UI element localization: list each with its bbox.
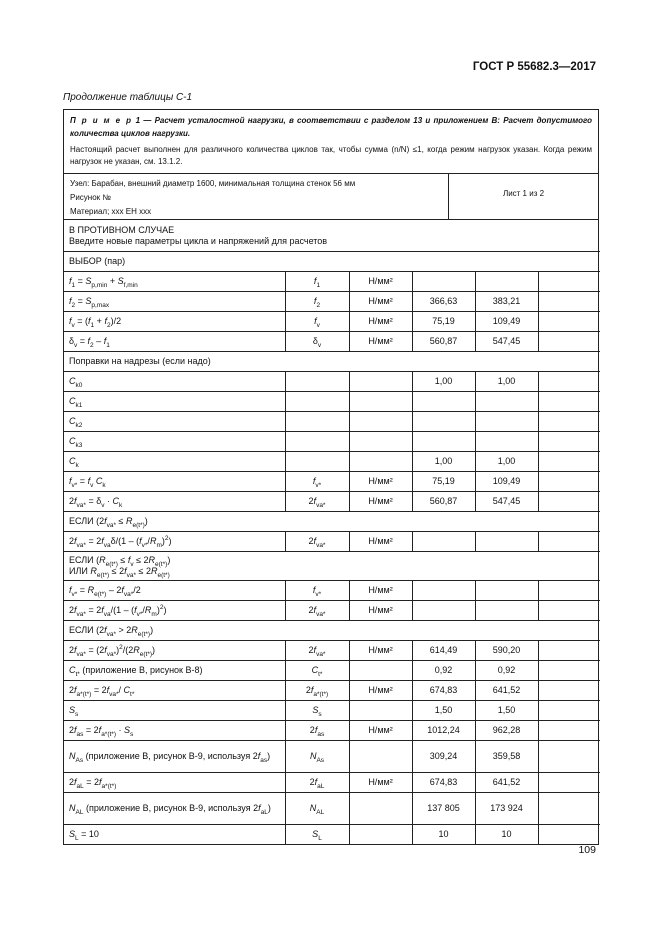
calculation-table-frame — [63, 109, 599, 845]
value-cell — [412, 601, 475, 621]
unit-cell: Н/мм² — [349, 773, 412, 793]
empty-cell — [349, 825, 412, 845]
empty-cell — [538, 741, 600, 773]
value-cell: 137 805 — [412, 793, 475, 825]
value-cell: 109,49 — [475, 312, 538, 332]
unit-cell: Н/мм² — [349, 492, 412, 512]
unit-cell: Н/мм² — [349, 581, 412, 601]
symbol-cell: $2f_{va*}$ — [285, 532, 349, 552]
unit-description: Узел: Барабан, внешний диаметр 1600, минимальная толщина стенок 56 мм — [70, 179, 356, 188]
condition-row: ЕСЛИ $(2f_{va*} > 2R_{e(t*)})$ — [64, 621, 600, 641]
formula-note: (приложение В, рисунок В-9, используя — [85, 803, 251, 813]
table-row — [64, 512, 600, 532]
value-cell: 547,45 — [475, 492, 538, 512]
formula-cell: $2f_{va*} = (2f_{va*})^2/(2R_{e(t*)})$ — [64, 641, 285, 661]
empty-cell — [538, 825, 600, 845]
section-header — [64, 220, 600, 252]
formula-cell: $f_1 = S_{p,min} + S_{f,min}$ — [64, 272, 285, 292]
value-cell — [412, 272, 475, 292]
section-header-line1: В ПРОТИВНОМ СЛУЧАЕ — [69, 224, 175, 235]
page-number: 109 — [578, 844, 596, 856]
formula-cell: $f_v = (f_1 + f_2)/2$ — [64, 312, 285, 332]
value-cell: 560,87 — [412, 492, 475, 512]
empty-cell — [538, 292, 600, 312]
symbol-cell: $N_{As}$ — [285, 741, 349, 773]
value-cell: 674,83 — [412, 773, 475, 793]
note-paragraph: Настоящий расчет выполнен для различного количества циклов так, чтобы сумма (n/N) ≤1, когда режим нагрузок указан. Когда режим нагрузок не указан, см. 13.1.2. — [64, 142, 598, 174]
value-cell: 641,52 — [475, 681, 538, 701]
calculation-table — [64, 220, 600, 844]
formula-cell: $C_{k0}$ — [64, 372, 285, 392]
value-cell: 10 — [475, 825, 538, 845]
value-cell: 560,87 — [412, 332, 475, 352]
formula-cell: $2f_{as} = 2f_{a*(t*)} \cdot S_s$ — [64, 721, 285, 741]
symbol-cell: $2f_{va*}$ — [285, 492, 349, 512]
symbol-cell: $\delta_v$ — [285, 332, 349, 352]
table-row — [64, 452, 600, 472]
formula-note: (приложение В, рисунок В-9, используя — [85, 751, 251, 761]
symbol-cell: $2f_{va*}$ — [285, 601, 349, 621]
table-row — [64, 372, 600, 392]
table-row — [64, 312, 600, 332]
table-row — [64, 741, 600, 773]
empty-cell — [538, 601, 600, 621]
table-row — [64, 220, 600, 252]
empty-cell — [349, 372, 412, 392]
table-row — [64, 492, 600, 512]
table-row — [64, 681, 600, 701]
formula-cell: $f_2 = S_{p,max}$ — [64, 292, 285, 312]
unit-cell: Н/мм² — [349, 641, 412, 661]
table-row — [64, 272, 600, 292]
formula-cell: $2f_{aL} = 2f_{a*(t*)}$ — [64, 773, 285, 793]
formula-cell: $N_{AL}$ (приложение В, рисунок В-9, используя $2f_{aL}$) — [64, 793, 285, 825]
symbol-cell: $f_v$ — [285, 312, 349, 332]
value-cell: 674,83 — [412, 681, 475, 701]
empty-cell — [285, 412, 349, 432]
value-cell — [412, 392, 475, 412]
symbol-cell: $2f_{va*}$ — [285, 641, 349, 661]
value-cell: 75,19 — [412, 312, 475, 332]
table-row — [64, 793, 600, 825]
value-cell: 590,20 — [475, 641, 538, 661]
value-cell — [475, 392, 538, 412]
formula-cell: $C_k$ — [64, 452, 285, 472]
value-cell: 641,52 — [475, 773, 538, 793]
formula-cell: $2f_{va*} = 2f_{va}/(1 - (f_{v*}/R_m)^2)$ — [64, 601, 285, 621]
sheet-label: Лист 1 из 2 — [502, 189, 545, 198]
empty-cell — [538, 312, 600, 332]
table-row — [64, 392, 600, 412]
value-cell: 10 — [412, 825, 475, 845]
table-row — [64, 352, 600, 372]
value-cell: 366,63 — [412, 292, 475, 312]
empty-cell — [538, 721, 600, 741]
material-description: Материал; ххх ЕН ххх — [70, 207, 152, 216]
symbol-cell: $f_{v*}$ — [285, 472, 349, 492]
empty-cell — [538, 412, 600, 432]
table-row — [64, 621, 600, 641]
empty-cell — [538, 661, 600, 681]
value-cell: 1,00 — [475, 452, 538, 472]
empty-cell — [538, 492, 600, 512]
unit-cell: Н/мм² — [349, 312, 412, 332]
symbol-cell: $2f_{a*(t*)}$ — [285, 681, 349, 701]
formula-cell: $N_{As}$ (приложение В, рисунок В-9, используя $2f_{as}$) — [64, 741, 285, 773]
value-cell: 173 924 — [475, 793, 538, 825]
table-continuation-caption: Продолжение таблицы С-1 — [63, 92, 193, 103]
empty-cell — [538, 641, 600, 661]
value-cell: 309,24 — [412, 741, 475, 773]
formula-cell: $C_{k3}$ — [64, 432, 285, 452]
unit-cell: Н/мм² — [349, 472, 412, 492]
example-text: 1 — Расчет усталостной нагрузки, в соответствии с разделом 13 и приложением В: Расчет допустимого количества циклов нагрузки. — [70, 116, 592, 138]
empty-cell — [538, 452, 600, 472]
empty-cell — [349, 392, 412, 412]
symbol-cell: $S_s$ — [285, 701, 349, 721]
example-lead: П р и м е р — [70, 116, 133, 125]
value-cell: 1,00 — [412, 452, 475, 472]
value-cell — [475, 432, 538, 452]
empty-cell — [538, 392, 600, 412]
symbol-cell: $f_2$ — [285, 292, 349, 312]
value-cell: 75,19 — [412, 472, 475, 492]
empty-cell — [538, 773, 600, 793]
table-row — [64, 641, 600, 661]
table-row — [64, 825, 600, 845]
table-row — [64, 581, 600, 601]
empty-cell — [349, 452, 412, 472]
choice-label: ВЫБОР (пар) — [64, 252, 600, 272]
table-row — [64, 532, 600, 552]
empty-cell — [538, 272, 600, 292]
value-cell — [412, 412, 475, 432]
table-row — [64, 292, 600, 312]
formula-cell: $f_{v*} = f_v$ $C_k$ — [64, 472, 285, 492]
formula-cell: $2f_{va*} = 2f_{va}\delta/(1 - (f_{v*}/R_m)^2)$ — [64, 532, 285, 552]
unit-cell: Н/мм² — [349, 681, 412, 701]
formula-cell: $S_L = 10$ — [64, 825, 285, 845]
value-cell — [412, 432, 475, 452]
value-cell — [475, 272, 538, 292]
unit-cell: Н/мм² — [349, 601, 412, 621]
unit-cell: Н/мм² — [349, 532, 412, 552]
value-cell: 0,92 — [412, 661, 475, 681]
value-cell: 1,00 — [475, 372, 538, 392]
symbol-cell: $N_{AL}$ — [285, 793, 349, 825]
formula-cell: $\delta_v = f_2 - f_1$ — [64, 332, 285, 352]
empty-cell — [349, 432, 412, 452]
section-header-line2: Введите новые параметры цикла и напряжений для расчетов — [69, 235, 328, 246]
empty-cell — [285, 372, 349, 392]
unit-cell: Н/мм² — [349, 721, 412, 741]
table-row — [64, 552, 600, 581]
sheet-info — [449, 174, 598, 219]
empty-cell — [538, 472, 600, 492]
empty-cell — [349, 701, 412, 721]
empty-cell — [538, 372, 600, 392]
symbol-cell: $f_{v*}$ — [285, 581, 349, 601]
figure-number: Рисунок № — [70, 193, 111, 202]
formula-cell: $2f_{a*(t*)} = 2f_{va*}/$ $C_{t*}$ — [64, 681, 285, 701]
symbol-cell: $2f_{as}$ — [285, 721, 349, 741]
empty-cell — [538, 793, 600, 825]
value-cell: 109,49 — [475, 472, 538, 492]
value-cell: 547,45 — [475, 332, 538, 352]
empty-cell — [349, 741, 412, 773]
value-cell: 962,28 — [475, 721, 538, 741]
symbol-cell: $S_L$ — [285, 825, 349, 845]
empty-cell — [285, 452, 349, 472]
symbol-cell: $C_{t*}$ — [285, 661, 349, 681]
value-cell — [475, 601, 538, 621]
empty-cell — [349, 661, 412, 681]
table-row — [64, 661, 600, 681]
table-row — [64, 332, 600, 352]
empty-cell — [538, 532, 600, 552]
value-cell: 1012,24 — [412, 721, 475, 741]
info-box — [64, 174, 598, 220]
condition-row: ЕСЛИ $(R_{e(t*)} \le f_v \le 2R_{e(t*)})$ ИЛИ $R_{e(t*)} \le 2f_{va*} \le 2R_{e(t*)}$ — [64, 552, 600, 581]
symbol-cell: $2f_{aL}$ — [285, 773, 349, 793]
value-cell: 1,00 — [412, 372, 475, 392]
notch-label: Поправки на надрезы (если надо) — [64, 352, 600, 372]
symbol-cell: $f_1$ — [285, 272, 349, 292]
formula-cell: $C_{k2}$ — [64, 412, 285, 432]
standard-number: ГОСТ Р 55682.3—2017 — [472, 61, 596, 73]
empty-cell — [349, 793, 412, 825]
formula-cell: $2f_{va*} = \delta_v \cdot C_k$ — [64, 492, 285, 512]
formula-cell: $C_{t*}$ (приложение В, рисунок В-8) — [64, 661, 285, 681]
value-cell: 359,58 — [475, 741, 538, 773]
unit-cell: Н/мм² — [349, 292, 412, 312]
value-cell — [475, 581, 538, 601]
table-row — [64, 432, 600, 452]
formula-note: = 10 — [81, 829, 99, 839]
table-row — [64, 773, 600, 793]
formula-cell: $S_s$ — [64, 701, 285, 721]
value-cell — [412, 532, 475, 552]
table-row — [64, 252, 600, 272]
formula-cell: $f_{v*} = R_{e(t*)} - 2f_{va*}/2$ — [64, 581, 285, 601]
value-cell — [475, 412, 538, 432]
table-row — [64, 701, 600, 721]
empty-cell — [538, 701, 600, 721]
unit-cell: Н/мм² — [349, 332, 412, 352]
empty-cell — [538, 581, 600, 601]
value-cell: 1,50 — [412, 701, 475, 721]
table-row — [64, 601, 600, 621]
empty-cell — [538, 432, 600, 452]
table-row — [64, 721, 600, 741]
formula-note: (приложение В, рисунок В-8) — [82, 665, 203, 675]
value-cell: 0,92 — [475, 661, 538, 681]
formula-cell: $C_{k1}$ — [64, 392, 285, 412]
value-cell — [475, 532, 538, 552]
value-cell: 1,50 — [475, 701, 538, 721]
table-row — [64, 472, 600, 492]
example-paragraph — [64, 110, 598, 142]
empty-cell — [538, 681, 600, 701]
condition-row: ЕСЛИ $(2f_{va*} \le R_{e(t*)})$ — [64, 512, 600, 532]
info-left — [64, 174, 449, 219]
value-cell: 383,21 — [475, 292, 538, 312]
unit-cell: Н/мм² — [349, 272, 412, 292]
value-cell: 614,49 — [412, 641, 475, 661]
empty-cell — [349, 412, 412, 432]
value-cell — [412, 581, 475, 601]
empty-cell — [285, 432, 349, 452]
table-row — [64, 412, 600, 432]
empty-cell — [538, 332, 600, 352]
empty-cell — [285, 392, 349, 412]
